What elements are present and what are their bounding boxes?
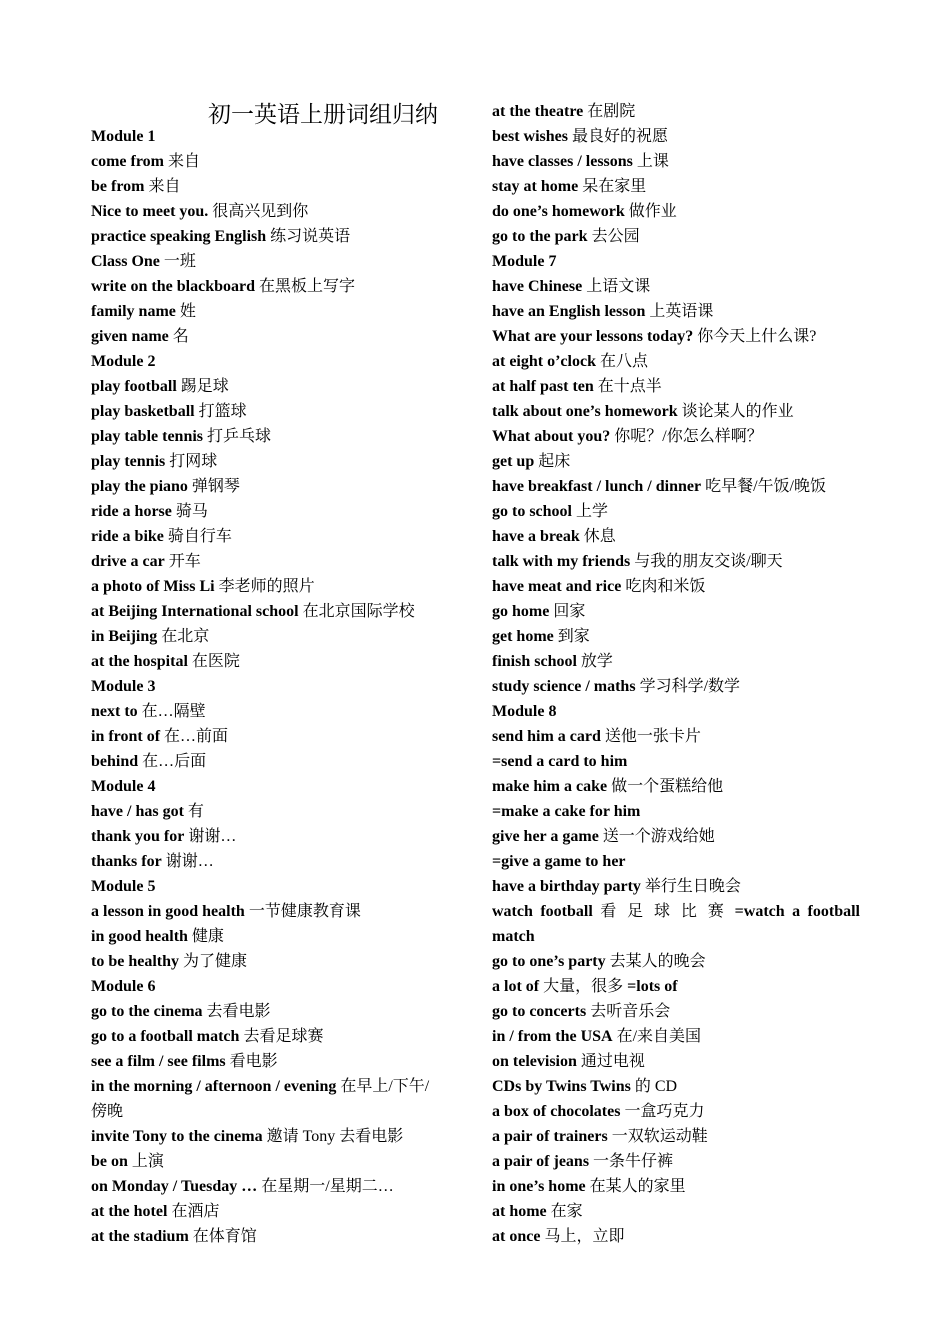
phrase-line [91, 374, 229, 399]
phrase-chinese: 最良好的祝愿 [572, 128, 669, 145]
phrase-chinese: 踢足球 [180, 378, 229, 395]
phrase-line [91, 1224, 257, 1249]
phrase-english: play football [91, 378, 177, 395]
phrase-english: practice speaking English [91, 228, 267, 245]
phrase-chinese: 在北京 [161, 628, 210, 645]
phrase-english: write on the blackboard [91, 278, 255, 295]
phrase-chinese: 姓 [179, 303, 196, 320]
phrase-english: ride a bike [91, 528, 164, 545]
phrase-english: best wishes [492, 128, 569, 145]
phrase-english: Module 3 [91, 678, 156, 695]
phrase-chinese: 放学 [580, 653, 613, 670]
phrase-line [91, 1074, 429, 1099]
phrase-line [492, 624, 590, 649]
phrase-english: have a birthday party [492, 878, 641, 895]
phrase-line [91, 599, 415, 624]
phrase-english: on television [492, 1053, 577, 1070]
phrase-chinese: 打篮球 [198, 403, 247, 420]
phrase-chinese: 举行生日晚会 [644, 878, 741, 895]
phrase-english: Module 7 [492, 253, 557, 270]
phrase-chinese: 打乒乓球 [207, 428, 272, 445]
phrase-english: ride a horse [91, 503, 172, 520]
phrase-english: next to [91, 703, 138, 720]
phrase-english: at half past ten [492, 378, 594, 395]
phrase-line [91, 674, 155, 699]
phrase-english: in one’s home [492, 1178, 586, 1195]
phrase-english: at home [492, 1203, 547, 1220]
phrase-english: go to a football match [91, 1028, 240, 1045]
phrase-line [91, 1199, 219, 1224]
phrase-line [492, 274, 650, 299]
phrase-english: CDs by Twins Twins [492, 1078, 631, 1095]
phrase-line [91, 774, 155, 799]
phrase-english: talk with my friends [492, 553, 631, 570]
phrase-chinese: 在酒店 [171, 1203, 220, 1220]
phrase-chinese: 一盒巧克力 [624, 1103, 705, 1120]
phrase-english: have an English lesson [492, 303, 646, 320]
phrase-english: drive a car [91, 553, 165, 570]
phrase-english: do one’s homework [492, 203, 625, 220]
phrase-line [91, 349, 155, 374]
phrase-line [91, 1024, 323, 1049]
phrase-line [492, 224, 640, 249]
phrase-line [492, 874, 741, 899]
phrase-chinese: 上演 [131, 1153, 164, 1170]
phrase-line [492, 299, 713, 324]
phrase-chinese: 弹钢琴 [191, 478, 240, 495]
phrase-english: Module 4 [91, 778, 156, 795]
phrase-chinese: 大量，很多 [543, 978, 628, 995]
phrase-line [492, 824, 715, 849]
phrase-line [91, 474, 240, 499]
phrase-english: get home [492, 628, 554, 645]
phrase-line [91, 874, 155, 899]
phrase-line [492, 1074, 677, 1099]
phrase-line [492, 674, 740, 699]
phrase-chinese: 在…前面 [164, 728, 229, 745]
phrase-english: be on [91, 1153, 128, 1170]
phrase-chinese: 谢谢… [188, 828, 237, 845]
phrase-english: play basketball [91, 403, 195, 420]
phrase-chinese: 起床 [538, 453, 571, 470]
phrase-english: Nice to meet you. [91, 203, 209, 220]
phrase-line [492, 649, 613, 674]
phrase-chinese: 在…隔壁 [141, 703, 206, 720]
phrase-line [91, 1099, 123, 1124]
phrase-chinese: 与我的朋友交谈/聊天 [634, 553, 783, 570]
phrase-chinese: 李老师的照片 [218, 578, 315, 595]
phrase-english: =give a game to her [492, 853, 626, 870]
phrase-line [91, 699, 206, 724]
phrase-line [492, 799, 640, 824]
phrase-chinese: 在星期一/星期二… [261, 1178, 394, 1195]
phrase-chinese: 送一个游戏给她 [602, 828, 715, 845]
phrase-line [91, 949, 247, 974]
phrase-line [492, 124, 668, 149]
phrase-chinese: 的 CD [634, 1078, 678, 1095]
phrase-chinese: 在家 [550, 1203, 583, 1220]
phrase-chinese: 骑自行车 [167, 528, 232, 545]
phrase-chinese: 看电影 [229, 1053, 278, 1070]
phrase-english: go to concerts [492, 1003, 587, 1020]
phrase-english: play tennis [91, 453, 166, 470]
phrase-line [91, 124, 155, 149]
phrase-line [492, 599, 585, 624]
phrase-chinese: 来自 [168, 153, 201, 170]
phrase-english: finish school [492, 653, 577, 670]
phrase-chinese: 在体育馆 [192, 1228, 257, 1245]
phrase-line [492, 1049, 645, 1074]
phrase-english: in / from the USA [492, 1028, 613, 1045]
phrase-english: a lot of [492, 978, 540, 995]
phrase-english: thanks for [91, 853, 162, 870]
phrase-english: at the theatre [492, 103, 584, 120]
phrase-line [91, 574, 315, 599]
phrase-english: be from [91, 178, 145, 195]
phrase-line [492, 424, 763, 449]
phrase-chinese: 送他一张卡片 [604, 728, 701, 745]
phrase-line [91, 999, 271, 1024]
phrase-line [492, 924, 535, 949]
phrase-line [492, 149, 669, 174]
phrase-chinese: 吃早餐/午饭/晚饭 [705, 478, 826, 495]
phrase-chinese: 你今天上什么课? [697, 328, 817, 345]
phrase-chinese: 骑马 [175, 503, 208, 520]
phrase-chinese: 去看电影 [206, 1003, 271, 1020]
phrase-english: make him a cake [492, 778, 608, 795]
phrase-line [492, 949, 706, 974]
phrase-english: =make a cake for him [492, 803, 641, 820]
phrase-english: a pair of trainers [492, 1128, 608, 1145]
phrase-line [492, 249, 556, 274]
phrase-english: study science / maths [492, 678, 636, 695]
phrase-english: match [492, 928, 535, 945]
phrase-english: Module 5 [91, 878, 156, 895]
phrase-english-equivalent: =watch a football [734, 903, 861, 920]
phrase-line [492, 199, 677, 224]
phrase-chinese: 练习说英语 [270, 228, 351, 245]
phrase-line [492, 349, 648, 374]
phrase-line [91, 1049, 278, 1074]
page-title: 初一英语上册词组归纳 [208, 102, 438, 127]
phrase-line [91, 749, 206, 774]
phrase-line [492, 774, 723, 799]
phrase-chinese: 马上，立即 [544, 1228, 625, 1245]
phrase-chinese: 通过电视 [580, 1053, 645, 1070]
phrase-chinese: 呆在家里 [582, 178, 647, 195]
phrase-line [91, 724, 228, 749]
phrase-line [492, 749, 627, 774]
phrase-chinese: 去公园 [591, 228, 640, 245]
phrase-line [91, 849, 214, 874]
phrase-english: at once [492, 1228, 541, 1245]
phrase-english: on Monday / Tuesday … [91, 1178, 258, 1195]
phrase-chinese: 你呢？/你怎么样啊？ [614, 428, 763, 445]
phrase-english: =send a card to him [492, 753, 628, 770]
phrase-line [91, 899, 361, 924]
phrase-line [91, 649, 240, 674]
phrase-chinese: 去某人的晚会 [609, 953, 706, 970]
phrase-line [492, 399, 794, 424]
phrase-english: invite Tony to the cinema [91, 1128, 263, 1145]
phrase-line [91, 824, 236, 849]
phrase-line [492, 474, 826, 499]
phrase-english: come from [91, 153, 164, 170]
phrase-chinese: 打网球 [169, 453, 218, 470]
phrase-chinese: 很高兴见到你 [212, 203, 309, 220]
phrase-line [492, 1224, 624, 1249]
phrase-line [91, 624, 209, 649]
phrase-line [492, 374, 662, 399]
phrase-line [91, 299, 196, 324]
phrase-chinese: 在医院 [191, 653, 240, 670]
phrase-line [91, 924, 224, 949]
phrase-chinese: 邀请 Tony 去看电影 [266, 1128, 404, 1145]
phrase-chinese: 学习科学/数学 [639, 678, 741, 695]
phrase-chinese: 名 [172, 328, 189, 345]
phrase-chinese: 在剧院 [587, 103, 636, 120]
phrase-english: send him a card [492, 728, 601, 745]
phrase-chinese: 傍晚 [91, 1103, 124, 1120]
phrase-line [492, 1174, 686, 1199]
phrase-english: have classes / lessons [492, 153, 633, 170]
phrase-chinese: 看 足 球 比 赛 [600, 903, 735, 920]
phrase-english: at eight o’clock [492, 353, 596, 370]
phrase-line [492, 699, 556, 724]
phrase-chinese: 回家 [553, 603, 586, 620]
phrase-line [492, 974, 678, 999]
phrase-english: behind [91, 753, 139, 770]
phrase-line [91, 224, 350, 249]
phrase-chinese: 吃肉和米饭 [625, 578, 706, 595]
phrase-english: What about you? [492, 428, 611, 445]
phrase-chinese: 一班 [163, 253, 196, 270]
phrase-line [492, 1124, 708, 1149]
phrase-line [91, 524, 232, 549]
phrase-english: go to school [492, 503, 572, 520]
phrase-chinese: 在…后面 [142, 753, 207, 770]
phrase-chinese: 一双软运动鞋 [611, 1128, 708, 1145]
phrase-line [91, 1174, 394, 1199]
phrase-chinese: 上英语课 [649, 303, 714, 320]
phrase-line [492, 724, 701, 749]
phrase-english: What are your lessons today? [492, 328, 694, 345]
phrase-line [492, 524, 616, 549]
phrase-line [492, 499, 608, 524]
phrase-line [91, 324, 189, 349]
phrase-line [91, 1124, 403, 1149]
phrase-chinese: 有 [187, 803, 204, 820]
phrase-line [492, 1024, 701, 1049]
phrase-english: have meat and rice [492, 578, 622, 595]
phrase-chinese: 来自 [148, 178, 181, 195]
phrase-english: stay at home [492, 178, 579, 195]
phrase-line [492, 174, 646, 199]
phrase-line [492, 1199, 583, 1224]
phrase-chinese: 做作业 [628, 203, 677, 220]
phrase-line [492, 999, 670, 1024]
phrase-english: go to the park [492, 228, 588, 245]
phrase-chinese: 在十点半 [597, 378, 662, 395]
phrase-chinese: 谢谢… [165, 853, 214, 870]
phrase-english: Module 1 [91, 128, 156, 145]
phrase-chinese: 一节健康教育课 [248, 903, 361, 920]
phrase-line [492, 1099, 704, 1124]
phrase-chinese: 为了健康 [183, 953, 248, 970]
phrase-english: a lesson in good health [91, 903, 245, 920]
phrase-line [492, 1149, 673, 1174]
phrase-chinese: 上课 [636, 153, 669, 170]
phrase-chinese: 开车 [168, 553, 201, 570]
phrase-line [492, 574, 705, 599]
phrase-chinese: 去看足球赛 [243, 1028, 324, 1045]
phrase-english: in Beijing [91, 628, 158, 645]
phrase-english: talk about one’s homework [492, 403, 678, 420]
phrase-line [91, 399, 247, 424]
phrase-chinese: 健康 [191, 928, 224, 945]
phrase-english: in front of [91, 728, 161, 745]
phrase-line [91, 274, 355, 299]
phrase-english: Module 2 [91, 353, 156, 370]
phrase-english: given name [91, 328, 169, 345]
phrase-english: have Chinese [492, 278, 583, 295]
phrase-chinese: 到家 [557, 628, 590, 645]
phrase-chinese: 在北京国际学校 [302, 603, 415, 620]
phrase-english: get up [492, 453, 535, 470]
phrase-chinese: 在/来自美国 [616, 1028, 702, 1045]
phrase-chinese: 做一个蛋糕给他 [611, 778, 724, 795]
phrase-line [91, 199, 308, 224]
phrase-english: see a film / see films [91, 1053, 226, 1070]
phrase-english: play table tennis [91, 428, 204, 445]
phrase-english: at the stadium [91, 1228, 189, 1245]
phrase-line [492, 849, 626, 874]
phrase-english: at the hospital [91, 653, 188, 670]
phrase-english: a photo of Miss Li [91, 578, 215, 595]
phrase-english: have breakfast / lunch / dinner [492, 478, 702, 495]
phrase-english: in the morning / afternoon / evening [91, 1078, 337, 1095]
phrase-line [492, 99, 635, 124]
phrase-english: play the piano [91, 478, 188, 495]
phrase-line [492, 449, 570, 474]
phrase-english: give her a game [492, 828, 599, 845]
phrase-english: go to one’s party [492, 953, 606, 970]
phrase-chinese: 谈论某人的作业 [681, 403, 794, 420]
phrase-chinese: 休息 [583, 528, 616, 545]
phrase-line [91, 499, 208, 524]
phrase-chinese: 一条牛仔裤 [593, 1153, 674, 1170]
phrase-english: Module 6 [91, 978, 156, 995]
phrase-english: a pair of jeans [492, 1153, 590, 1170]
phrase-english: a box of chocolates [492, 1103, 621, 1120]
phrase-chinese: 在八点 [599, 353, 648, 370]
phrase-english-equivalent: =lots of [627, 978, 678, 995]
phrase-line [91, 174, 180, 199]
phrase-english: go to the cinema [91, 1003, 203, 1020]
phrase-english: thank you for [91, 828, 185, 845]
phrase-line [91, 799, 204, 824]
phrase-chinese: 上学 [576, 503, 609, 520]
phrase-chinese: 去听音乐会 [590, 1003, 671, 1020]
phrase-line [492, 899, 860, 924]
phrase-english: have / has got [91, 803, 184, 820]
phrase-line [91, 974, 155, 999]
phrase-english: Class One [91, 253, 160, 270]
phrase-line [91, 449, 217, 474]
phrase-english: have a break [492, 528, 580, 545]
phrase-english: in good health [91, 928, 188, 945]
phrase-chinese: 上语文课 [586, 278, 651, 295]
phrase-english: family name [91, 303, 176, 320]
phrase-line [91, 424, 271, 449]
phrase-line [91, 249, 196, 274]
phrase-english: go home [492, 603, 550, 620]
phrase-english: Module 8 [492, 703, 557, 720]
phrase-chinese: 在某人的家里 [589, 1178, 686, 1195]
phrase-english: at the hotel [91, 1203, 168, 1220]
phrase-chinese: 在早上/下午/ [340, 1078, 430, 1095]
phrase-line [91, 1149, 164, 1174]
phrase-line [492, 549, 783, 574]
phrase-english: at Beijing International school [91, 603, 299, 620]
phrase-line [91, 549, 201, 574]
phrase-english: to be healthy [91, 953, 179, 970]
phrase-chinese: 在黑板上写字 [259, 278, 356, 295]
phrase-english: watch football [492, 903, 593, 920]
phrase-line [492, 324, 816, 349]
phrase-line [91, 149, 200, 174]
